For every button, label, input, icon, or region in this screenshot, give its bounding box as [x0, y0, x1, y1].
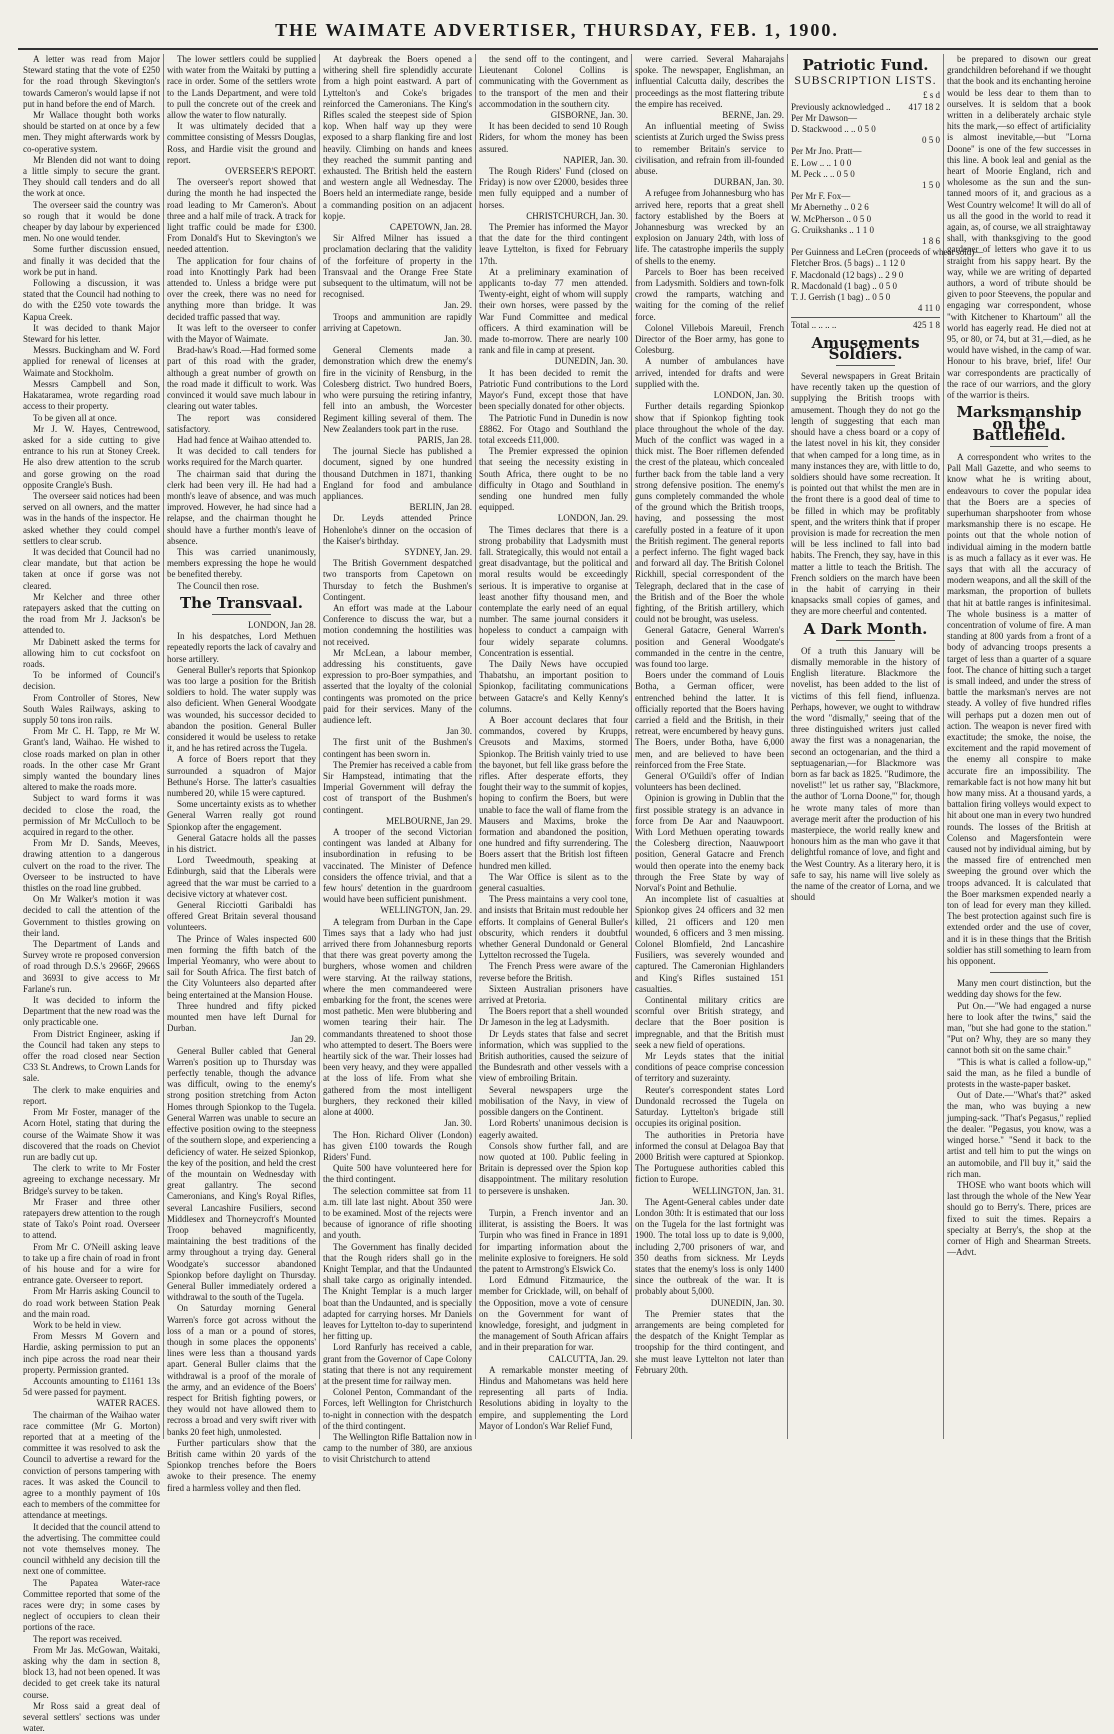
subscription-row: [791, 135, 940, 146]
news-paragraph: A Boer account declares that four commandos, covered by Krupps, Creusots and Maxims, stormed Spionkop. The British vainly tried to use the bayonet, but fell like grass before the rifles. After desperate efforts, they fought their way to the summit of kopjes, hoping to confirm the Boers, but were unable to face the wall of flame from the Mausers and Maxims, broke the formation and abandoned the position, one hundred and fifty surrendering. The Boers assert that the British lost fifteen hundred men killed.: [479, 714, 628, 871]
news-paragraph: A letter was read from Major Steward stating that the vote of £250 for the road through Skevington's towards Cameron's would lapse if not put in hand before the end of March.: [23, 54, 160, 109]
news-paragraph: Further details regarding Spionkop show that if Spionkop fighting took place throughout the whole of the day. Much of the conflict was waged in a thick mist. The Boer riflemen defended the crest of the plateau, which concealed further back from the table land a very strong defensive position. The enemy's guns completely commanded the whole of the ground which the British troops, having, and possessing the most carefully posted in a feature of it upon the British regiment. The general reports a perfect inferno. The fight waged back and forward all day. The British Colonel Rickhill, special correspondent of the Telegraph, declared that in the case of the British and of the Boer the whole fighting, of the British artillery, which could not be brought, was useless.: [635, 401, 784, 625]
news-paragraph: Accounts amounting to £1161 13s 5d were passed for payment.: [23, 1375, 160, 1398]
transvaal-heading: The Transvaal.: [180, 593, 303, 612]
news-paragraph: Parcels to Boer has been received from Ladysmith. Soldiers and town-folk crowd the ramparts, watching and waiting for the coming of the relief force.: [635, 266, 784, 322]
news-paragraph: Quite 500 have volunteered here for the third contingent.: [323, 1163, 472, 1185]
dateline: WELLINGTON, Jan. 31.: [692, 1185, 784, 1196]
news-paragraph: The report was considered satisfactory.: [167, 412, 316, 434]
dateline: BERNE, Jan. 29.: [722, 110, 784, 121]
subscription-row: [791, 102, 940, 113]
news-paragraph: At a preliminary examination of applicants to-day 77 men attended. Twenty-eight, eight of whom will supply their own horses, were passed by the War Fund Committee and medical officers. A third examination will be made to-morrow. There are nearly 100 rank and file in camp at present.: [479, 266, 628, 356]
news-paragraph: Mr Kelcher and three other ratepayers asked that the cutting on the road from Mr J. Jackson's be attended to.: [23, 591, 160, 636]
news-paragraph: The Premier has received a cable from Sir Hampstead, intimating that the Imperial Government will defray the cost of transport of the Bushmen's contingent.: [323, 759, 472, 815]
column-7: [944, 54, 1094, 1439]
patriotic-total: [791, 317, 940, 331]
dateline: Jan 29.: [290, 1034, 316, 1045]
news-paragraph: It was decided that Council had no clear mandate, but that action be taken at once if gorse was not cleared.: [23, 546, 160, 591]
subscription-label: Previously acknowledged ..: [791, 101, 891, 112]
column-6: [788, 54, 984, 1439]
news-paragraph: The Council then rose.: [177, 580, 259, 591]
news-paragraph: be prepared to disown our great grandchildren beforehand if we thought that the book and its enchanting heroine would be less dear to them than to ourselves. It is seldom that a book written in a deliberately archaic style hits the mark,—so effect of artificiality is almost inevitable,—but "Lorna Doone" is one of the few successes in this line. A book leal and genial as the heart of Moorie England, rich and wholesome as the sun and the sun-tanned moors of it, and gracious as a West Country welcome! It will do all of us all the good in the world to read it again, as, of course, we all straightaway shall, with thanksgiving to the good gardener of letters who gave it to us straight from his sappy heart. By the way, while we are writing of departed authors, a word of tribute should be given to poor Steevens, the popular and engaging war correspondent, whose "with Kitchener to Khartoum" all the world has eagerly read. He died not at 95, or 80, or 74, but at 31,—died, as he would have wished, in the camp of war. Honour to his brave, brief, life! Our war correspondents are practically of the race of our warriors, and the glory of the warrior is theirs.: [947, 54, 1091, 401]
news-paragraph: The Prince of Wales inspected 600 men forming the fifth batch of the Imperial Yeomanry, who were about to sail for South Africa. The first batch of the City Volunteers also departed after being entertained at the Mansion House.: [167, 933, 316, 1000]
news-paragraph: The journal Siecle has published a document, signed by one hundred thousand Dutchmen in 1871, thanking England for food and ambulance appliances.: [323, 446, 472, 501]
news-paragraph: The overseer said notices had been served on all owners, and the matter was in the hands of the inspector. He asked whether they could compel settlers to clear scrub.: [23, 490, 160, 546]
subscription-amount: 4 11 0: [917, 303, 940, 314]
news-paragraph: This was carried unanimously, members expressing the hope he would be benefited thereby.: [167, 546, 316, 580]
news-paragraph: Some uncertainty exists as to whether General Warren really got round Spionkop after the engagement.: [167, 799, 316, 832]
news-paragraph: The chairman said that during the clerk had been very ill. He had had a month's leave of absence, and was much improved. However, he had since had a relapse, and the chairman thought he should have a further month's leave of absence.: [167, 468, 316, 546]
news-paragraph: The Times declares that there is a strong probability that Ladysmith must fall. Strategically, this would not entail a great disadvantage, but the political and moral results would be exceedingly serious. It is imperative to organise at least another fifty thousand men, and contemplate the early need of an equal number. The same journal considers it hopeless to conduct a campaign with four widely separate columns. Concentration is essential.: [479, 524, 628, 658]
news-paragraph: To be given all at once.: [33, 412, 117, 423]
news-paragraph: It has been decided to send 10 Rough Riders, for whom the money has been assured.: [479, 121, 628, 154]
news-paragraph: The overseer said the country was so rough that it would be done cheaper by day labour by experienced men. No one would tender.: [23, 199, 160, 244]
news-paragraph: From Messrs M Govern and Hardie, asking permission to put an inch pipe across the road near their property. Permission granted.: [23, 1331, 160, 1375]
news-paragraph: "This is what is called a follow-up," said the man, as he filed a bundle of protests in the waste-paper basket.: [947, 1056, 1091, 1090]
amusements-heading: Amusements Soldiers.: [811, 333, 920, 363]
subscription-row: [791, 169, 940, 180]
dateline: GISBORNE, Jan. 30.: [550, 110, 628, 121]
news-paragraph: General Ricciotti Garibaldi has offered Great Britain several thousand volunteers.: [167, 900, 316, 933]
news-paragraph: It has been decided to remit the Patriotic Fund contributions to the Lord Mayor's Fund, except those that have been specially donated for other objects.: [479, 367, 628, 412]
news-paragraph: From Controller of Stores, New South Wales Railways, asking to supply 50 tons iron rails.: [23, 692, 160, 725]
subscription-row: [791, 191, 940, 202]
news-paragraph: The Patriotic Fund in Dunedin is now £8862. For Otago and Southland the total exceeds £11,000.: [479, 412, 628, 445]
dateline: Jan. 30.: [444, 1118, 472, 1129]
subscription-label: T. J. Gerrish (1 bag) .. 0 5 0: [791, 292, 891, 303]
news-paragraph: Consols show further fall, and are now quoted at 100. Public feeling in Britain is depressed over the Spion kop disappointment. The military resolution to persevere is unshaken.: [479, 1140, 628, 1196]
dateline: CHRISTCHURCH, Jan. 30.: [526, 210, 628, 221]
news-paragraph: Dr Leyds states that false and secret information, which was supplied to the British authorities, caused the seizure of the Bundesrath and other vessels with a view of embroiling Britain.: [479, 1028, 628, 1084]
subscription-row: [791, 292, 940, 303]
column-5: [632, 54, 787, 1439]
news-paragraph: Of a truth this January will be dismally memorable in the history of English literature. Blackmore the novelist, has been added to the list of victims of this fell fiend, influenza. Perhaps, however, we ought to withdraw the word "dismally," seeing that of the three distinguished writers just called away the first was a nonagenarian, the second an octogenarian, and the third a septuagenarian,—for Blackmore was born as far back as 1825. "Rudimore, the novelist!" let us rather say, "Blackmore, the author of 'Lorna Doone,'" for, though he wrote many tales of more than average merit after the production of his masterpiece, the world really knew and honours him as the man who gave it that delightful romance of love, and fight and the West Country. As a literary hero, it is safe to say, his name will live solely as the name of the creator of Lorna, and we should: [791, 645, 940, 903]
subscription-label: F. Macdonald (12 bags) .. 2 9 0: [791, 269, 904, 280]
news-paragraph: A number of ambulances have arrived, intended for drafts and were supplied with the.: [635, 356, 784, 389]
news-paragraph: From Mr C. H. Tapp, re Mr W. Grant's land, Waihao. He wished to close roads marked on plan in other roads. In the other case Mr Grant simply wanted the boundary lines altered to make the roads more.: [23, 726, 160, 793]
news-paragraph: The Department of Lands and Survey wrote re proposed conversion of road through D.S.'s 2966F, 2966S and 3693I to give access to Mr Farlane's run.: [23, 939, 160, 994]
subscription-amount: 1 5 0: [922, 180, 940, 191]
news-paragraph: The clerk to make enquiries and report.: [23, 1084, 160, 1106]
news-paragraph: The overseer's report showed that during the month he had inspected the road leading to Mr Cameron's. About three and a half mile of track. A track for light traffic could be made for £300. From Donald's Hut to Skevington's we needed attention.: [167, 177, 316, 255]
news-paragraph: General O'Guildi's offer of Indian volunteers has been declined.: [635, 771, 784, 793]
subscription-row: [791, 202, 940, 213]
news-paragraph: The Press maintains a very cool tone, and insists that Britain must redouble her efforts. It complains of General Buller's obscurity, which renders it doubtful whether General Dundonald or General Lyttelton recrossed the Tugela.: [479, 894, 628, 961]
column-1: [20, 54, 163, 1734]
dateline: SYDNEY, Jan. 29.: [404, 546, 472, 557]
news-paragraph: THOSE who want boots which will last through the whole of the New Year should go to Berry's. There, prices are fixed to suit the times. Repairs a specialty at Berry's, the shop at the corner of High and Shearman Streets.—Advt.: [947, 1179, 1091, 1258]
news-paragraph: Lord Edmund Fitzmaurice, the member for Cricklade, will, on behalf of the Opposition, move a vote of censure on the Government for want of knowledge, foresight, and judgment in the management of South African affairs and in their preparation for war.: [479, 1275, 628, 1353]
news-paragraph: The British Government despatched two transports from Capetown on Thursday to fetch the Bushmen's Contingent.: [323, 558, 472, 602]
news-paragraph: The Daily News have occupied Thabatshu, an important position to Spionkop, facilitating communications between Gatacre's and Kelly Kenny's columns.: [479, 658, 628, 714]
dateline: MELBOURNE, Jan 29.: [386, 815, 472, 826]
news-paragraph: It was left to the overseer to confer with the Mayor of Waimate.: [167, 322, 316, 345]
news-paragraph: The Rough Riders' Fund (closed on Friday) is now over £2000, besides three men fully equipped and a number of horses.: [479, 166, 628, 210]
news-paragraph: The Hon. Richard Oliver (London) has given £100 towards the Rough Riders' Fund.: [323, 1129, 472, 1162]
marksmanship-heading: Marksmanship on the Battlefield.: [956, 403, 1082, 444]
news-paragraph: It decided that the council attend to the advertising. The committee could not vote themselves money. The council withheld any decision till the next one of committee.: [23, 1521, 160, 1577]
news-paragraph: The application for four chains of road into Knottingly Park had been attended to. Unless a bridge were put over the creek, there was no need for anything more than bridge. It was decided traffic passed that way.: [167, 255, 316, 322]
news-paragraph: Lord Ranfurly has received a cable, grant from the Governor of Cape Colony stating that there is not any requirement at the present time for railway men.: [323, 1342, 472, 1386]
news-paragraph: Mr Blenden did not want to doing a little simply to secure the grant. They should call tenders and do all the work at once.: [23, 154, 160, 199]
dateline: Jan 30.: [446, 726, 472, 737]
news-paragraph: Several newspapers urge the mobilisation of the Navy, in view of possible dangers on the Continent.: [479, 1084, 628, 1118]
subscription-row: [791, 236, 940, 247]
news-paragraph: A remarkable monster meeting of Hindus and Mahometans was held here representing all parts of India. Resolutions abiding in loyalty to the empire, and supplementing the Lord Mayor of London's War Relief Fund,: [479, 1364, 628, 1431]
subscription-label: E. Low .. .. 1 0 0: [791, 157, 852, 168]
news-paragraph: The lower settlers could be supplied with water from the Waitaki by putting a race in order. Some of the settlers wrote to the Lands Department, and were told to pull the concrete out of the creek and allow the water to flow naturally.: [167, 54, 316, 121]
news-paragraph: Colonel Penton, Commandant of the Forces, left Wellington for Christchurch to-night in connection with the despatch of the third contingent.: [323, 1387, 472, 1431]
news-paragraph: Brad-haw's Road.—Had formed some part of this road with the grader, although a great number of growth on the road made it difficult to work. Was convinced it would save much labour in clearing out water tables.: [167, 345, 316, 412]
news-paragraph: The Wellington Rifle Battalion now in camp to the number of 380, are anxious to visit Christchurch to attend: [323, 1431, 472, 1465]
news-paragraph: A trooper of the second Victorian contingent was landed at Albany for insubordination in refusing to be vaccinated. The Minister of Defence considers the offence trivial, and that a few hours' detention in the guardroom would have been sufficient punishment.: [323, 827, 472, 905]
subscription-row: [791, 303, 940, 314]
news-paragraph: It was ultimately decided that a committee consisting of Messrs Douglas, Ross, and Hardie visit the ground and report.: [167, 121, 316, 165]
news-paragraph: From Mr Harris asking Council to do road work between Station Peak and the main road.: [23, 1286, 160, 1319]
news-paragraph: From District Engineer, asking if the Council had taken any steps to offer the road closed near Section C33 St. Andrews, to Crown Lands for sale.: [23, 1028, 160, 1084]
dateline: LONDON, Jan 28.: [248, 619, 316, 630]
subscription-row: [791, 113, 940, 124]
news-paragraph: Had had fence at Waihao attended to.: [177, 434, 312, 445]
subscription-amount: 0 5 0: [922, 135, 940, 146]
news-paragraph: were carried. Several Maharajahs spoke. The newspaper, Englishman, an influential Calcutta daily, describes the proceedings as the most flattering tribute the empire has received.: [635, 54, 784, 109]
subscription-label: Per Guinness and LeCren (proceeds of wheat sold)—: [791, 247, 984, 258]
subscription-row: [791, 270, 940, 281]
news-paragraph: The clerk to write to Mr Foster agreeing to exchange necessary. Mr Bridge's survey to be taken.: [23, 1163, 160, 1196]
column-2: [164, 54, 319, 1493]
dateline: DURBAN, Jan. 30.: [713, 177, 784, 188]
news-paragraph: Mr Dabinett asked the terms for allowing him to cut cocksfoot on roads.: [23, 636, 160, 669]
dateline: CAPETOWN, Jan. 28.: [389, 222, 472, 233]
subscription-label: M. Peck .. .. 0 5 0: [791, 168, 855, 179]
subscription-label: Fletcher Bros. (5 bags) .. 1 12 0: [791, 258, 905, 269]
news-paragraph: Three hundred and fifty picked mounted men have left Durnal for Durban.: [167, 1000, 316, 1034]
subscription-row: [791, 214, 940, 225]
news-paragraph: The Papatea Water-race Committee reported that some of the races were dry; in some cases by neglect of occupiers to clean their portions of the race.: [23, 1577, 160, 1633]
news-paragraph: the send off to the contingent, and Lieutenant Colonel Collins is communicating with the Government as to the transport of the men and their accommodation in the southern city.: [479, 54, 628, 109]
news-paragraph: Following a discussion, it was stated that the Council had nothing to do with the £250 vote towards the Kapua Creek.: [23, 278, 160, 322]
heading-rule: [212, 614, 272, 615]
news-paragraph: Mr Leyds states that the initial conditions of peace comprise concession of territory and suzerainty.: [635, 1051, 784, 1084]
news-paragraph: Mr Ross said a great deal of several settlers' sections was under water.: [23, 1700, 160, 1734]
heading-rule: [836, 640, 896, 641]
news-paragraph: Further particulars show that the British came within 20 yards of the Spionkop trenches before the Boers awoke to their presence. The enemy fired a harmless volley and then fled.: [167, 1437, 316, 1493]
news-paragraph: The selection committee sat from 11 a.m. till late last night. About 350 were to be examined. Most of the rejects were because of ignorance of rifle shooting and youth.: [323, 1185, 472, 1241]
news-paragraph: The chairman of the Waihao water race committee (Mr G. Morton) reported that at a meeting of the committee it was resolved to ask the Council to advertise a reward for the conviction of persons tampering with races. It was asked the Council to agree to a monthly payment of 10s each to members of the committee for attendance at meetings.: [23, 1409, 160, 1521]
subscription-label: G. Cruikshanks .. 1 1 0: [791, 224, 874, 235]
news-paragraph: It was decided to thank Major Steward for his letter.: [23, 322, 160, 345]
dateline: WATER RACES.: [96, 1398, 160, 1409]
news-paragraph: Mr Wallace thought both works should be started on at once by a few men. They might afterwards work by co-operative system.: [23, 110, 160, 154]
news-paragraph: In his despatches, Lord Methuen repeatedly reports the lack of cavalry and horse artillery.: [167, 631, 316, 664]
subscription-label: R. Macdonald (1 bag) .. 0 5 0: [791, 280, 897, 291]
news-paragraph: An incomplete list of casualties at Spionkop gives 24 officers and 32 men killed, 21 officers and 120 men wounded, 6 officers and 3 men missing. Colonel Blomfield, 2nd Lancashire Fusiliers, was severely wounded and captured. The Cameronian Highlanders and King's Rifles sustained 151 casualties.: [635, 894, 784, 994]
news-paragraph: The French Press were aware of the reverse before the British.: [479, 961, 628, 983]
news-paragraph: The first unit of the Bushmen's contingent has been sworn in.: [323, 737, 472, 759]
news-paragraph: Sir Alfred Milner has issued a proclamation declaring that the validity of the forfeiture of property in the Transvaal and the Orange Free State subsequent to the ultimatum, will not be recognised.: [323, 233, 472, 300]
currency-header: £ s d: [922, 90, 940, 101]
news-paragraph: Messrs. Buckingham and W. Ford applied for renewal of licenses at Waimate and Stockholm.: [23, 345, 160, 378]
news-paragraph: The Agent-General cables under date London 30th: It is estimated that our loss on the Tugela for the last fortnight was 1900. The total loss up to date is 9,000, including 2,700 prisoners of war, and 350 deaths from sickness. Mr Leyds states that the enemy's loss is only 1400 since the outbreak of the war. It is probably about 5,000.: [635, 1196, 784, 1297]
dateline: PARIS, Jan 28.: [417, 434, 472, 445]
news-paragraph: The Premier has informed the Mayor that the date for the third contingent leave Lyttelton, is fixed for February 17th.: [479, 222, 628, 266]
subscription-row: [791, 158, 940, 169]
news-paragraph: Reuter's correspondent states Lord Dundonald recrossed the Tugela on Saturday. Lyttelton's brigade still occupies its original position.: [635, 1084, 784, 1129]
news-paragraph: A force of Boers report that they surrounded a squadron of Major Bethune's Horse. The latter's casualties numbered 20, while 15 were captured.: [167, 754, 316, 798]
news-paragraph: From Mr D. Sands, Meeves, drawing attention to a dangerous culvert on the road to the river. The Overseer to be instructed to have thistles on the road line grubbed.: [23, 838, 160, 894]
dateline: Jan. 30.: [600, 1196, 628, 1207]
news-paragraph: Sixteen Australian prisoners have arrived at Pretoria.: [479, 983, 628, 1006]
news-paragraph: Lord Roberts' unanimous decision is eagerly awaited.: [479, 1118, 628, 1140]
news-paragraph: Troops and ammunition are rapidly arriving at Capetown.: [323, 311, 472, 333]
news-paragraph: Messrs Campbell and Son, Hakataramea, wrote regarding road access to their property.: [23, 378, 160, 412]
news-paragraph: The report was received.: [33, 1633, 122, 1644]
news-paragraph: General Gatacre, General Warren's position and General Woodgate's commanded in the centre in the centre, was found too large.: [635, 625, 784, 669]
news-paragraph: At daybreak the Boers opened a withering shell fire splendidly accurate from a high point eastward. A part of Lyttelton's and Coke's brigades reinforced the Cameronians. The King's Rifles scaled the steepest side of Spion kop. When half way up they were exposed to a sharp flanking fire and lost heavily. Climbing on hands and knees they reached the summit panting and exhausted. The British held the eastern and western angle all Wednesday. The Boers held an intermediate range, beside a commanding position on an adjacent kopje.: [323, 54, 472, 221]
news-paragraph: Mr McLean, a labour member, addressing his constituents, gave expression to pro-Boer sympathies, and asserted that the loyalty of the colonial contingents was promoted on the price paid for their services. Many of the audience left.: [323, 647, 472, 725]
news-paragraph: A telegram from Durban in the Cape Times says that a lady who had just arrived there from Johannesburg reports that there was great poverty among the burghers, whose women and children were starving. At the railway stations, where the men commandeered were embarking for the front, the scenes were most pathetic. Men were blubbering and women tearing their hair. The commandants threatened to shoot those who attempted to desert. The Boers were heartily sick of the war. Their losses had been very heavy, and they were appalled at the loss of life. From what she gathered from the most intelligent burghers, they reckoned their killed alone at 4000.: [323, 916, 472, 1118]
news-paragraph: Colonel Villebois Mareuil, French Director of the Boer army, has gone to Colesburg.: [635, 322, 784, 356]
dateline: LONDON, Jan. 30.: [713, 390, 784, 401]
heading-rule: [836, 365, 896, 366]
subscription-label: Per Mr Dawson—: [791, 112, 857, 123]
news-paragraph: The War Office is silent as to the general casualties.: [479, 871, 628, 894]
dateline: BERLIN, Jan 28.: [409, 502, 472, 513]
news-paragraph: Out of Date.—"What's that?" asked the man, who was buying a new jumping-sack. "That's Pegasus," replied the dealer. "Pegasus, you know, was a winged horse." "Send it back to the artist and tell him to put the wings on an automobile, and I'll buy it," said the rich man.: [947, 1090, 1091, 1179]
subscription-label: D. Stackwood .. .. 0 5 0: [791, 124, 876, 135]
news-paragraph: An effort was made at the Labour Conference to discuss the war, but a motion condemning the hostilities was not received.: [323, 602, 472, 647]
news-paragraph: The authorities in Pretoria have informed the consul at Delagoa Bay that 2000 British were captured at Spionkop. The Portuguese authorities cabled this fiction to Europe.: [635, 1129, 784, 1185]
heading-rule: [990, 446, 1048, 447]
news-paragraph: From Mr Jas. McGowan, Waitaki, asking why the dam in section 8, block 13, had not been opened. It was decided to get creek take its natural course.: [23, 1644, 160, 1700]
news-paragraph: Boers under the command of Louis Botha, a German officer, were entrenched behind the latter. It is officially reported that the Boers having carried a field and the British, in their retreat, were encumbered by heavy guns. The Boers, under Botha, have 6,000 men, and are believed to have been reinforced from the Free State.: [635, 670, 784, 770]
masthead: THE WAIMATE ADVERTISER, THURSDAY, FEB. 1, 1900.: [275, 20, 839, 40]
column-4: [476, 54, 631, 1439]
news-paragraph: Several newspapers in Great Britain have recently taken up the question of supplying the British troops with amusement. Though they do not go the length of suggesting that each man should have a chess board or a copy of the latest novel in his kit, they consider that when camped for a long time, as in many instances they are, with little to do, soldiers should have some recreation. It is pointed out that whilst the men are in the front there is a good deal of time to be filled in which may be profitably spent, and the writers think that if proper provision is made for recreation the men will be less inclined to fall into bad habits. The French, they say, have in this matter a little to teach the British. The French soldiers on the march have been in the habit of carrying in their knapsacks small copies of games, and they are more cheerful and contented.: [791, 371, 940, 617]
masthead-rule: [18, 48, 1098, 50]
news-paragraph: A refugee from Johannesburg who has arrived here, reports that a great shell factory established by the Boers at Johannesburg was wrecked by an explosion on January 24th, with loss of life. The catastrophe imperils the supply of shells to the enemy.: [635, 188, 784, 266]
news-paragraph: Some further discussion ensued, and finally it was decided that the work be put in hand.: [23, 244, 160, 277]
subscription-row: [791, 180, 940, 191]
subscription-row: [791, 146, 940, 157]
subscription-row: [791, 281, 940, 292]
news-paragraph: The Premier states that the arrangements are being completed for the despatch of the Knight Templar as troopship for the third contingent, and she must leave Lyttelton not later than February 20th.: [635, 1308, 784, 1375]
subscription-row: [791, 247, 984, 258]
subscription-amount: 417 18 2: [908, 101, 940, 112]
subscription-row: [791, 258, 940, 269]
total-amount: 425 1 8: [913, 320, 940, 331]
news-paragraph: It was decided to call tenders for works required for the March quarter.: [167, 446, 316, 468]
dateline: DUNEDIN, Jan. 30.: [710, 1297, 784, 1308]
news-paragraph: On Saturday morning General Warren's force got across without the loss of a man or a pound of stores, though in some places the opponents' lines were less than a thousand yards apart. General Buller claims that the withdrawal is a proof of the morale of the army, and an evidence of the Boers' respect for British fighting powers, or they would not have allowed them to recross a broad and very swift river with banks 20 feet high, unmolested.: [167, 1303, 316, 1437]
patriotic-fund-heading: Patriotic Fund.: [802, 56, 929, 74]
news-paragraph: General Buller's reports that Spionkop was too large a position for the British soldiers to hold. The water supply was also deficient. When General Woodgate was wounded, his successor decided to abandon the position. General Buller considered it would be useless to retake it, and he has retired across the Tugela.: [167, 664, 316, 754]
subscription-label: Mr Abernethy .. 0 2 6: [791, 202, 869, 213]
subscription-lists-heading: SUBSCRIPTION LISTS.: [794, 73, 937, 88]
news-paragraph: The Government has finally decided that the Rough riders shall go in the Knight Templar, and that the Undaunted shall take cargo as originally intended. The Knight Templar is a much larger boat than the Undaunted, and is specially adapted for carrying horses. Mr Daniels leaves for Lyttelton to-day to superintend her fitting up.: [323, 1241, 472, 1342]
news-paragraph: General Gatacre holds all the passes in his district.: [167, 832, 316, 855]
news-paragraph: From Mr C. O'Neill asking leave to take up a fire chain of road in front of his house and for a wire for entrance gate. Overseer to report.: [23, 1241, 160, 1286]
subscription-row: [791, 225, 940, 236]
column-3: [320, 54, 475, 1465]
dark-month-heading: A Dark Month.: [803, 619, 928, 638]
news-paragraph: To be informed of Council's decision.: [23, 670, 160, 692]
news-paragraph: The Premier expressed the opinion that seeing the necessity existing in South Africa, there ought to be no difficulty in Otago and Southland in sending one hundred men fully equipped.: [479, 446, 628, 513]
news-paragraph: General Buller cabled that General Warren's position up to Thursday was perfectly tenable, though the advance was difficult, owing to the enemy's strong position stretching from Acton Homes through Spionkop to the Tugela. General Warren was unable to secure an effective position owing to the steepness of the southern slope, and experiencing a deficiency of water. He seized Spionkop, the key of the position, and held the crest of the mountain on Wednesday with great gallantry. The second Cameronians, and King's Royal Rifles, several Lancashire Fusiliers, second Middlesex and Thorneycroft's Mounted Troop behaved magnificently, maintaining the best traditions of the army throughout a trying day. General Woodgate's successor abandoned Spionkop before daylight on Thursday. General Buller immediately ordered a withdrawal to the south of the Tugela.: [167, 1045, 316, 1303]
news-paragraph: Many men court distinction, but the wedding day shows for the few.: [947, 978, 1091, 1000]
subscription-label: Per Mr F. Fox—: [791, 191, 851, 202]
subscription-label: Per Mr Jno. Pratt—: [791, 146, 862, 157]
news-paragraph: Work to be held in view.: [33, 1319, 122, 1330]
dateline: Jan. 29.: [444, 300, 472, 311]
subscription-label: W. McPherson .. 0 5 0: [791, 213, 872, 224]
news-paragraph: On Mr Walker's motion it was decided to call the attention of the Government to thistles growing on their land.: [23, 894, 160, 938]
total-label: Total .. .. .. ..: [791, 320, 837, 331]
news-paragraph: The Boers report that a shell wounded Dr Jameson in the leg at Ladysmith.: [479, 1006, 628, 1028]
news-paragraph: Dr. Leyds attended Prince Hohenlohe's dinner on the occasion of the Kaiser's birthday.: [323, 513, 472, 546]
dateline: OVERSEER'S REPORT.: [225, 166, 316, 177]
news-paragraph: It was decided to inform the Department that the new road was the only practicable one.: [23, 995, 160, 1028]
dateline: Jan. 30.: [444, 334, 472, 345]
news-paragraph: Opinion is growing in Dublin that the first possible strategy is an advance in force from De Aar and Naauwpoort. With Lord Methuen operating towards the Colesberg direction, Naauwpoort position, General Gatacre and French would then operate into the enemy back through the Free State by way of Norval's Point and Bethulie.: [635, 793, 784, 894]
news-paragraph: Subject to ward forms it was decided to close the road, the permission of Mr McCulloch to be acquired in regard to the other.: [23, 793, 160, 838]
dateline: NAPIER, Jan. 30.: [563, 154, 628, 165]
section-rule: [990, 972, 1048, 973]
news-paragraph: Put On.—"We had engaged a nurse here to look after the twins," said the man, "but she had gone to the station." "Put on? Why, they are so many they cannot both sit on the same chair.": [947, 1000, 1091, 1056]
dateline: CALCUTTA, Jan. 29.: [548, 1353, 628, 1364]
news-paragraph: A correspondent who writes to the Pall Mall Gazette, and who seems to know what he is writing about, endeavours to cover the popular idea that the Boers are a species of superhuman sharpshooter from whose marksmanship there is no escape. He points out that the whole notion of individual aiming in the modern battle is as much a fallacy as it ever was. He says that with all the accuracy of modern weapons, and all the skill of the marksman, the proportion of bullets that hit at battle ranges is infinitesimal. The whole business is a matter of concentration of volume of fire. A man standing at 800 yards from a front of a body of advancing troops presents a target of less than a quarter of a square foot. The chance of hitting such a target is small indeed, and under the stress of battle the marksman's nerves are not steady. A volley of five hundred rifles will perhaps put a dozen men out of action. The weapon is never fired with exactitude; the smoke, the noise, the excitement and the rapid movement of the enemy all conspire to make accurate fire an impossibility. The remarkable fact is not how many hit but how many miss. At a thousand yards, a battalion firing volleys would expect to hit about one man in every two hundred rounds. The losses of the British at Colenso and Magersfontein were caused not by individual aiming, but by the massed fire of entrenched men sweeping the ground over which the troops advanced. It is calculated that the Boer marksmen expended nearly a ton of lead for every man they killed. The best protection against such fire is extended order and the use of cover, and it is in these things that the British soldier has still something to learn from his opponent.: [947, 451, 1091, 967]
news-paragraph: Mr J. W. Hayes, Centrewood, asked for a side cutting to give entrance to his run at Stoney Creek. He also drew attention to the scrub and gorse growing on the road opposite Crangle's Bush.: [23, 423, 160, 490]
news-paragraph: An influential meeting of Swiss scientists at Zurich urged the Swiss press to remember Britain's service to civilisation, and refrain from ill-founded abuse.: [635, 121, 784, 177]
news-paragraph: Turpin, a French inventor and an illiterat, is assisting the Boers. It was Turpin who was fined in France in 1891 for imparting information about the melinite explosive to foreigners. He sold the patent to Armstrong's Elswick Co.: [479, 1207, 628, 1274]
dateline: LONDON, Jan. 29.: [557, 513, 628, 524]
news-paragraph: Continental military critics are scornful over British strategy, and declare that the Boer position is impregnable, and that the British must seek a new field of operations.: [635, 995, 784, 1050]
news-paragraph: General Clements made a demonstration which drew the enemy's fire in the vicinity of Rensburg, in the Colesberg district. Two hundred Boers, who were pursuing the retiring infantry, fell into an ambush, the Worcester Regiment killing several of them. The New Zealanders took part in the ruse.: [323, 345, 472, 434]
news-paragraph: From Mr Foster, manager of the Acorn Hotel, stating that during the course of the Waimate Show it was discovered that the roads on Cheviot run are badly cut up.: [23, 1107, 160, 1162]
news-paragraph: Lord Tweedmouth, speaking at Edinburgh, said that the Liberals were agreed that the war must be carried to a decisive victory at whatever cost.: [167, 855, 316, 899]
news-paragraph: Mr Fraser and three other ratepayers drew attention to the rough state of Tako's Point road. Overseer to attend.: [23, 1196, 160, 1241]
dateline: WELLINGTON, Jan. 29.: [380, 905, 472, 916]
subscription-row: [791, 124, 940, 135]
dateline: DUNEDIN, Jan. 30.: [554, 356, 628, 367]
subscription-amount: 1 8 6: [922, 236, 940, 247]
